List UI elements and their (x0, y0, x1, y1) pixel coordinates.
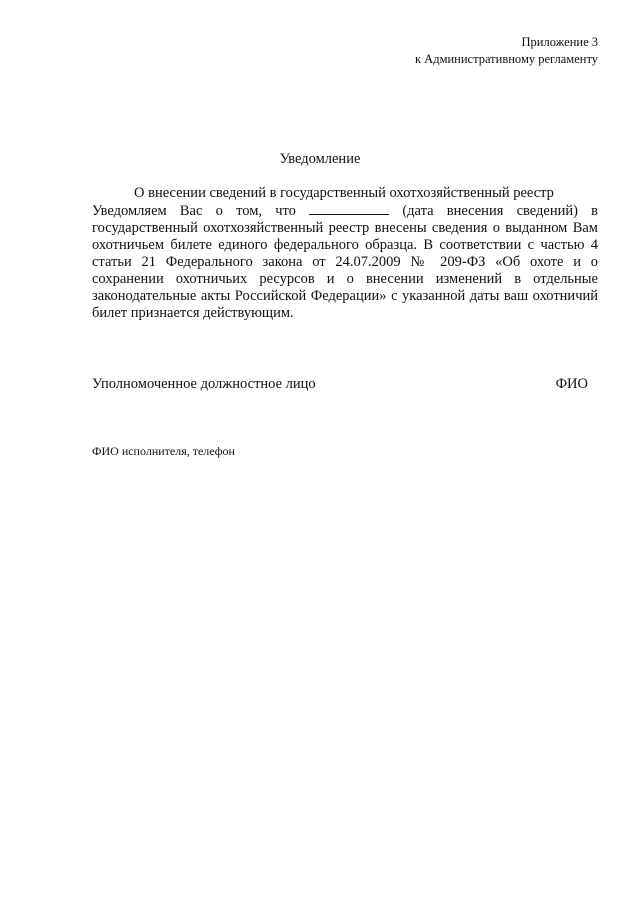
appendix-number: Приложение 3 (521, 35, 598, 49)
appendix-reference: к Административному регламенту (414, 52, 598, 66)
appendix-header (415, 34, 598, 68)
notice-subject: О внесении сведений в государственный охотхозяйственный реестр (134, 185, 554, 201)
signature-label: Уполномоченное должностное лицо (92, 376, 316, 392)
notice-text (92, 202, 598, 322)
notice-text-start: Уведомляем Вас о том, что (92, 203, 296, 219)
signature-name: ФИО (555, 376, 588, 392)
notice-body (92, 185, 598, 322)
document-title: Уведомление (279, 151, 361, 167)
date-blank-field (309, 202, 389, 215)
executor-contact: ФИО исполнителя, телефон (92, 444, 235, 458)
notice-text-rest: (дата внесения сведений) в государственный охотхозяйственный реестр внесены сведения о выданном Вам охотничьем билете единого федерального образца. В соответствии с частью 4 статьи 21 Федерального закона от 24.07.2009 № 209-ФЗ «Об охоте и о сохранении охотничьих ресурсов и о внесении изменений в отдельные законодательные акты Российской Федерации» с указанной даты ваш охотничий билет признается действующим. (92, 203, 598, 321)
signature-line (92, 376, 588, 393)
